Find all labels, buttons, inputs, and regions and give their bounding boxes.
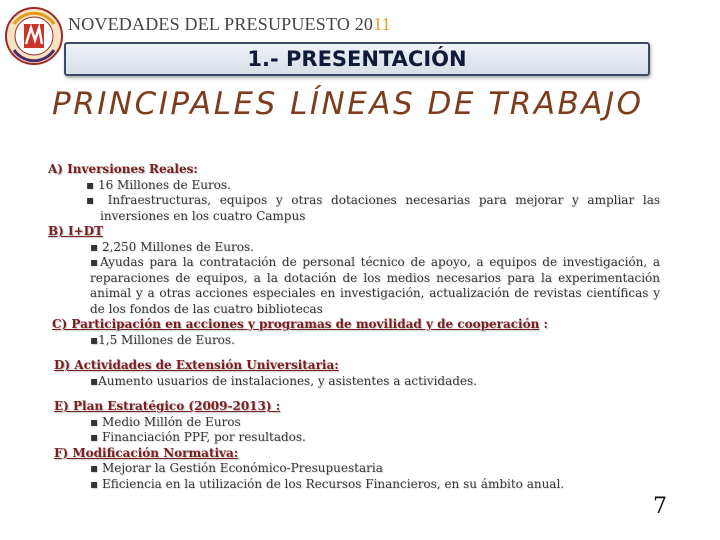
section-banner <box>64 42 650 76</box>
section-a-list <box>86 178 660 225</box>
section-d-title: D) Actividades de Extensión Universitaria: <box>54 358 339 372</box>
section-c-title-row <box>52 317 660 333</box>
page-headline: PRINCIPALES LÍNEAS DE TRABAJO <box>52 86 644 122</box>
banner-label: 1.- PRESENTACIÓN <box>247 47 467 71</box>
section-c-list <box>90 333 660 349</box>
header-title-year: 11 <box>373 14 391 34</box>
section-a-title: A) Inversiones Reales: <box>48 162 198 176</box>
content-body <box>48 162 660 492</box>
university-logo <box>4 4 64 68</box>
section-e-list <box>90 415 660 446</box>
list-item: ▪ Financiación PPF, por resultados. <box>90 430 306 444</box>
section-d-list <box>90 374 660 390</box>
section-b-list <box>90 240 660 318</box>
list-item: ▪ 16 Millones de Euros. <box>86 177 231 192</box>
list-item: ▪1,5 Millones de Euros. <box>90 332 235 347</box>
list-item: ▪ Medio Millón de Euros <box>90 414 241 429</box>
list-item: ▪ Infraestructuras, equipos y otras dotaciones necesarias para mejorar y ampliar las inversiones en los cuatro Campus <box>86 193 660 223</box>
section-f-list <box>90 461 660 492</box>
header-title-main: NOVEDADES DEL PRESUPUESTO 20 <box>68 14 374 34</box>
list-item: ▪ Mejorar la Gestión Económico-Presupuestaria <box>90 461 383 475</box>
section-e-title: E) Plan Estratégico (2009-2013) : <box>54 399 281 413</box>
section-f-title: F) Modificación Normativa: <box>54 445 239 460</box>
section-c-title: C) Participación en acciones y programas de movilidad y de cooperación <box>52 317 540 331</box>
section-b-title: B) I+DT <box>48 224 104 238</box>
section-c-title-suffix: : <box>539 317 548 331</box>
list-item: ▪Aumento usuarios de instalaciones, y asistentes a actividades. <box>90 373 477 388</box>
list-item: ▪ Eficiencia en la utilización de los Recursos Financieros, en su ámbito anual. <box>90 476 565 491</box>
list-item: ▪ 2,250 Millones de Euros. <box>90 239 254 254</box>
list-item: ▪Ayudas para la contratación de personal técnico de apoyo, a equipos de investigación, a reparaciones de equipos, a la dotación de los medios necesarios para la experimentación animal y a otras acciones especiales en investigación, actualización de revistas científicas y de los fondos de las cuatro bibliotecas <box>90 255 660 316</box>
header-title <box>68 14 391 35</box>
page-number: 7 <box>653 494 667 519</box>
